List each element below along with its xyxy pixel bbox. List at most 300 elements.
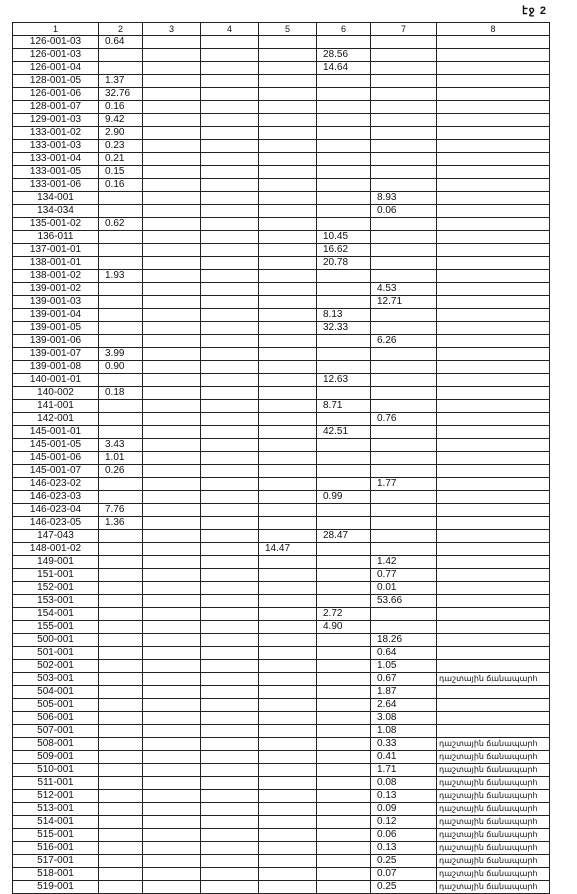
area-value-cell [201, 101, 259, 114]
area-value-cell [143, 881, 201, 894]
table-row [13, 634, 550, 647]
area-value-cell [371, 387, 437, 400]
parcel-code-cell: 129-001-03 [13, 114, 99, 127]
area-value-cell [201, 816, 259, 829]
area-value-cell [201, 413, 259, 426]
area-value-cell [259, 439, 317, 452]
area-value-cell [99, 283, 143, 296]
area-value-cell: 1.36 [99, 517, 143, 530]
area-value-cell [201, 569, 259, 582]
area-value-cell [99, 816, 143, 829]
area-value-cell [143, 855, 201, 868]
parcel-code-cell: 145-001-07 [13, 465, 99, 478]
area-value-cell [317, 543, 371, 556]
note-cell [437, 426, 550, 439]
table-row [13, 699, 550, 712]
area-value-cell [259, 881, 317, 894]
note-cell [437, 296, 550, 309]
parcel-code-cell: 135-001-02 [13, 218, 99, 231]
area-value-cell [201, 855, 259, 868]
area-value-cell [317, 439, 371, 452]
area-value-cell [201, 530, 259, 543]
area-value-cell [99, 322, 143, 335]
area-value-cell [259, 738, 317, 751]
area-value-cell [317, 88, 371, 101]
parcel-code-cell: 515-001 [13, 829, 99, 842]
area-value-cell [99, 335, 143, 348]
area-value-cell [259, 270, 317, 283]
parcel-code-cell: 502-001 [13, 660, 99, 673]
parcel-code-cell: 133-001-04 [13, 153, 99, 166]
area-value-cell [143, 114, 201, 127]
area-value-cell [201, 829, 259, 842]
note-cell [437, 179, 550, 192]
area-value-cell [99, 751, 143, 764]
note-cell [437, 348, 550, 361]
area-value-cell [259, 621, 317, 634]
note-cell [437, 699, 550, 712]
area-value-cell [143, 140, 201, 153]
parcel-code-cell: 504-001 [13, 686, 99, 699]
area-value-cell [99, 608, 143, 621]
area-value-cell: 1.77 [371, 478, 437, 491]
area-value-cell [143, 127, 201, 140]
area-value-cell [143, 569, 201, 582]
area-value-cell [99, 725, 143, 738]
area-value-cell [259, 816, 317, 829]
area-value-cell [99, 569, 143, 582]
parcel-code-cell: 518-001 [13, 868, 99, 881]
note-cell [437, 270, 550, 283]
parcel-code-cell: 146-023-02 [13, 478, 99, 491]
area-value-cell [99, 309, 143, 322]
area-value-cell [317, 556, 371, 569]
note-cell [437, 205, 550, 218]
area-value-cell [259, 647, 317, 660]
area-value-cell [317, 699, 371, 712]
note-cell [437, 114, 550, 127]
parcel-code-cell: 134-034 [13, 205, 99, 218]
area-value-cell: 0.26 [99, 465, 143, 478]
area-value-cell [317, 335, 371, 348]
note-cell [437, 725, 550, 738]
area-value-cell: 0.77 [371, 569, 437, 582]
area-value-cell [371, 491, 437, 504]
area-value-cell: 1.05 [371, 660, 437, 673]
area-value-cell [371, 543, 437, 556]
column-header-3: 3 [143, 23, 201, 36]
area-value-cell [201, 608, 259, 621]
area-value-cell [259, 75, 317, 88]
column-header-7: 7 [371, 23, 437, 36]
note-cell: դաշտային ճանապարհ [437, 738, 550, 751]
area-value-cell [259, 387, 317, 400]
parcel-code-cell: 126-001-04 [13, 62, 99, 75]
area-value-cell [317, 634, 371, 647]
area-value-cell [201, 582, 259, 595]
note-cell [437, 153, 550, 166]
area-value-cell: 0.25 [371, 881, 437, 894]
area-value-cell [201, 179, 259, 192]
table-row [13, 764, 550, 777]
note-cell [437, 556, 550, 569]
area-value-cell [201, 751, 259, 764]
area-value-cell [99, 738, 143, 751]
area-value-cell [317, 218, 371, 231]
area-value-cell [143, 621, 201, 634]
note-cell: դաշտային ճանապարհ [437, 868, 550, 881]
parcel-code-cell: 133-001-06 [13, 179, 99, 192]
area-value-cell: 2.90 [99, 127, 143, 140]
area-value-cell [259, 751, 317, 764]
parcel-code-cell: 137-001-01 [13, 244, 99, 257]
table-row [13, 140, 550, 153]
parcel-code-cell: 511-001 [13, 777, 99, 790]
area-value-cell [143, 712, 201, 725]
area-value-cell [371, 348, 437, 361]
area-value-cell [259, 231, 317, 244]
area-value-cell [371, 75, 437, 88]
parcel-code-cell: 500-001 [13, 634, 99, 647]
area-value-cell [143, 49, 201, 62]
note-cell [437, 361, 550, 374]
area-value-cell [143, 608, 201, 621]
area-value-cell [201, 49, 259, 62]
area-value-cell [259, 36, 317, 49]
table-row [13, 114, 550, 127]
area-value-cell: 2.64 [371, 699, 437, 712]
area-value-cell [201, 556, 259, 569]
area-value-cell [371, 608, 437, 621]
table-row [13, 868, 550, 881]
note-cell [437, 452, 550, 465]
area-value-cell [143, 647, 201, 660]
parcel-code-cell: 147-043 [13, 530, 99, 543]
area-value-cell [371, 140, 437, 153]
parcel-code-cell: 145-001-05 [13, 439, 99, 452]
note-cell: դաշտային ճանապարհ [437, 790, 550, 803]
area-value-cell [259, 803, 317, 816]
area-value-cell [317, 829, 371, 842]
table-row [13, 309, 550, 322]
area-value-cell: 28.56 [317, 49, 371, 62]
column-header-8: 8 [437, 23, 550, 36]
area-value-cell: 53.66 [371, 595, 437, 608]
area-value-cell [201, 426, 259, 439]
parcel-code-cell: 155-001 [13, 621, 99, 634]
note-cell [437, 36, 550, 49]
table-row [13, 504, 550, 517]
parcel-code-cell: 519-001 [13, 881, 99, 894]
area-value-cell [259, 153, 317, 166]
note-cell [437, 244, 550, 257]
area-value-cell [317, 478, 371, 491]
table-header [13, 23, 550, 36]
area-value-cell: 4.90 [317, 621, 371, 634]
parcel-code-cell: 140-002 [13, 387, 99, 400]
table-row [13, 75, 550, 88]
area-value-cell: 0.33 [371, 738, 437, 751]
area-value-cell [201, 140, 259, 153]
area-value-cell: 0.13 [371, 790, 437, 803]
area-value-cell [371, 179, 437, 192]
area-value-cell [99, 556, 143, 569]
page-number-label: էջ 2 [522, 5, 547, 17]
note-cell: դաշտային ճանապարհ [437, 816, 550, 829]
area-value-cell [143, 478, 201, 491]
area-value-cell: 0.09 [371, 803, 437, 816]
area-value-cell [317, 153, 371, 166]
area-value-cell [143, 192, 201, 205]
area-value-cell [259, 218, 317, 231]
table-row [13, 543, 550, 556]
area-value-cell [99, 244, 143, 257]
area-value-cell: 0.06 [371, 829, 437, 842]
area-value-cell [259, 504, 317, 517]
area-value-cell [259, 764, 317, 777]
area-value-cell [143, 426, 201, 439]
area-value-cell [143, 829, 201, 842]
table-row [13, 49, 550, 62]
area-value-cell [201, 114, 259, 127]
area-value-cell [259, 491, 317, 504]
area-value-cell [143, 764, 201, 777]
parcel-code-cell: 139-001-05 [13, 322, 99, 335]
note-cell [437, 387, 550, 400]
table-row [13, 465, 550, 478]
parcel-code-cell: 136-011 [13, 231, 99, 244]
table-row [13, 790, 550, 803]
area-value-cell [317, 452, 371, 465]
table-row [13, 595, 550, 608]
area-value-cell: 8.13 [317, 309, 371, 322]
table-row [13, 491, 550, 504]
area-value-cell [201, 270, 259, 283]
area-value-cell [317, 660, 371, 673]
area-value-cell [201, 764, 259, 777]
note-cell [437, 413, 550, 426]
note-cell [437, 569, 550, 582]
area-value-cell [143, 452, 201, 465]
note-cell: դաշտային ճանապարհ [437, 842, 550, 855]
area-value-cell [99, 647, 143, 660]
area-value-cell: 1.42 [371, 556, 437, 569]
table-row [13, 296, 550, 309]
area-value-cell [201, 673, 259, 686]
parcel-code-cell: 517-001 [13, 855, 99, 868]
area-value-cell [371, 517, 437, 530]
area-value-cell [143, 582, 201, 595]
area-value-cell [371, 270, 437, 283]
area-value-cell [371, 166, 437, 179]
area-value-cell [99, 478, 143, 491]
area-value-cell [143, 777, 201, 790]
area-value-cell [259, 283, 317, 296]
area-value-cell [99, 62, 143, 75]
table-row [13, 283, 550, 296]
parcel-code-cell: 139-001-04 [13, 309, 99, 322]
note-cell [437, 595, 550, 608]
area-value-cell [99, 595, 143, 608]
table-row [13, 387, 550, 400]
table-row [13, 842, 550, 855]
note-cell: դաշտային ճանապարհ [437, 751, 550, 764]
area-value-cell [371, 465, 437, 478]
area-value-cell: 20.78 [317, 257, 371, 270]
area-value-cell [99, 205, 143, 218]
area-value-cell [259, 686, 317, 699]
area-value-cell: 9.42 [99, 114, 143, 127]
area-value-cell [201, 231, 259, 244]
area-value-cell [317, 348, 371, 361]
area-value-cell [259, 166, 317, 179]
area-value-cell [143, 504, 201, 517]
table-row [13, 686, 550, 699]
parcel-code-cell: 501-001 [13, 647, 99, 660]
table-row [13, 608, 550, 621]
parcel-code-cell: 510-001 [13, 764, 99, 777]
area-value-cell [317, 738, 371, 751]
area-value-cell: 3.99 [99, 348, 143, 361]
area-value-cell: 6.26 [371, 335, 437, 348]
table-row [13, 816, 550, 829]
area-value-cell [99, 777, 143, 790]
area-value-cell [317, 36, 371, 49]
parcel-code-cell: 140-001-01 [13, 374, 99, 387]
area-value-cell [201, 36, 259, 49]
area-value-cell [201, 686, 259, 699]
area-value-cell [201, 127, 259, 140]
area-value-cell [317, 205, 371, 218]
area-value-cell [143, 205, 201, 218]
area-value-cell [143, 218, 201, 231]
area-value-cell [99, 621, 143, 634]
area-value-cell [371, 153, 437, 166]
area-value-cell [201, 647, 259, 660]
area-value-cell [317, 764, 371, 777]
column-header-4: 4 [201, 23, 259, 36]
area-value-cell [317, 816, 371, 829]
area-value-cell [201, 244, 259, 257]
table-body [13, 36, 550, 894]
table-row [13, 218, 550, 231]
area-value-cell: 28.47 [317, 530, 371, 543]
area-value-cell: 0.13 [371, 842, 437, 855]
area-value-cell [143, 36, 201, 49]
area-value-cell [201, 504, 259, 517]
parcel-code-cell: 133-001-03 [13, 140, 99, 153]
note-cell: դաշտային ճանապարհ [437, 881, 550, 894]
area-value-cell [371, 309, 437, 322]
note-cell [437, 283, 550, 296]
area-value-cell: 12.71 [371, 296, 437, 309]
area-value-cell [143, 179, 201, 192]
note-cell [437, 309, 550, 322]
note-cell [437, 582, 550, 595]
column-header-6: 6 [317, 23, 371, 36]
area-value-cell [99, 426, 143, 439]
parcel-code-cell: 509-001 [13, 751, 99, 764]
table-row [13, 166, 550, 179]
table-row [13, 426, 550, 439]
area-value-cell [259, 517, 317, 530]
area-value-cell [259, 101, 317, 114]
area-value-cell [99, 231, 143, 244]
table-row [13, 738, 550, 751]
parcel-code-cell: 514-001 [13, 816, 99, 829]
area-value-cell [99, 790, 143, 803]
area-value-cell [317, 114, 371, 127]
area-value-cell [99, 855, 143, 868]
area-value-cell [259, 62, 317, 75]
area-value-cell [371, 530, 437, 543]
area-value-cell [143, 88, 201, 101]
area-value-cell [259, 127, 317, 140]
parcel-code-cell: 149-001 [13, 556, 99, 569]
parcel-code-cell: 145-001-06 [13, 452, 99, 465]
area-value-cell: 1.71 [371, 764, 437, 777]
area-value-cell [201, 205, 259, 218]
area-value-cell [317, 673, 371, 686]
parcel-code-cell: 139-001-03 [13, 296, 99, 309]
area-value-cell [143, 816, 201, 829]
area-value-cell [317, 361, 371, 374]
table-row [13, 517, 550, 530]
area-value-cell [99, 764, 143, 777]
area-value-cell [201, 348, 259, 361]
table-row [13, 855, 550, 868]
parcel-code-cell: 512-001 [13, 790, 99, 803]
area-value-cell [201, 517, 259, 530]
column-header-1: 1 [13, 23, 99, 36]
area-value-cell [201, 478, 259, 491]
parcel-code-cell: 516-001 [13, 842, 99, 855]
area-value-cell [143, 309, 201, 322]
area-value-cell [371, 257, 437, 270]
area-value-cell [143, 296, 201, 309]
table-row [13, 556, 550, 569]
parcel-code-cell: 139-001-06 [13, 335, 99, 348]
area-value-cell [317, 790, 371, 803]
area-value-cell [201, 75, 259, 88]
area-value-cell [99, 543, 143, 556]
area-value-cell [317, 725, 371, 738]
table-row [13, 777, 550, 790]
area-value-cell [371, 439, 437, 452]
note-cell [437, 517, 550, 530]
area-value-cell [143, 803, 201, 816]
area-value-cell [201, 166, 259, 179]
note-cell [437, 465, 550, 478]
area-value-cell: 32.76 [99, 88, 143, 101]
area-value-cell [99, 803, 143, 816]
area-value-cell [317, 166, 371, 179]
area-value-cell [143, 465, 201, 478]
area-value-cell [143, 257, 201, 270]
area-value-cell [201, 322, 259, 335]
parcel-code-cell: 133-001-02 [13, 127, 99, 140]
area-value-cell: 8.93 [371, 192, 437, 205]
table-row [13, 452, 550, 465]
area-value-cell [99, 686, 143, 699]
parcel-code-cell: 139-001-02 [13, 283, 99, 296]
area-value-cell: 14.64 [317, 62, 371, 75]
area-value-cell [99, 530, 143, 543]
area-value-cell: 12.63 [317, 374, 371, 387]
area-value-cell [99, 829, 143, 842]
note-cell [437, 335, 550, 348]
area-value-cell [201, 387, 259, 400]
